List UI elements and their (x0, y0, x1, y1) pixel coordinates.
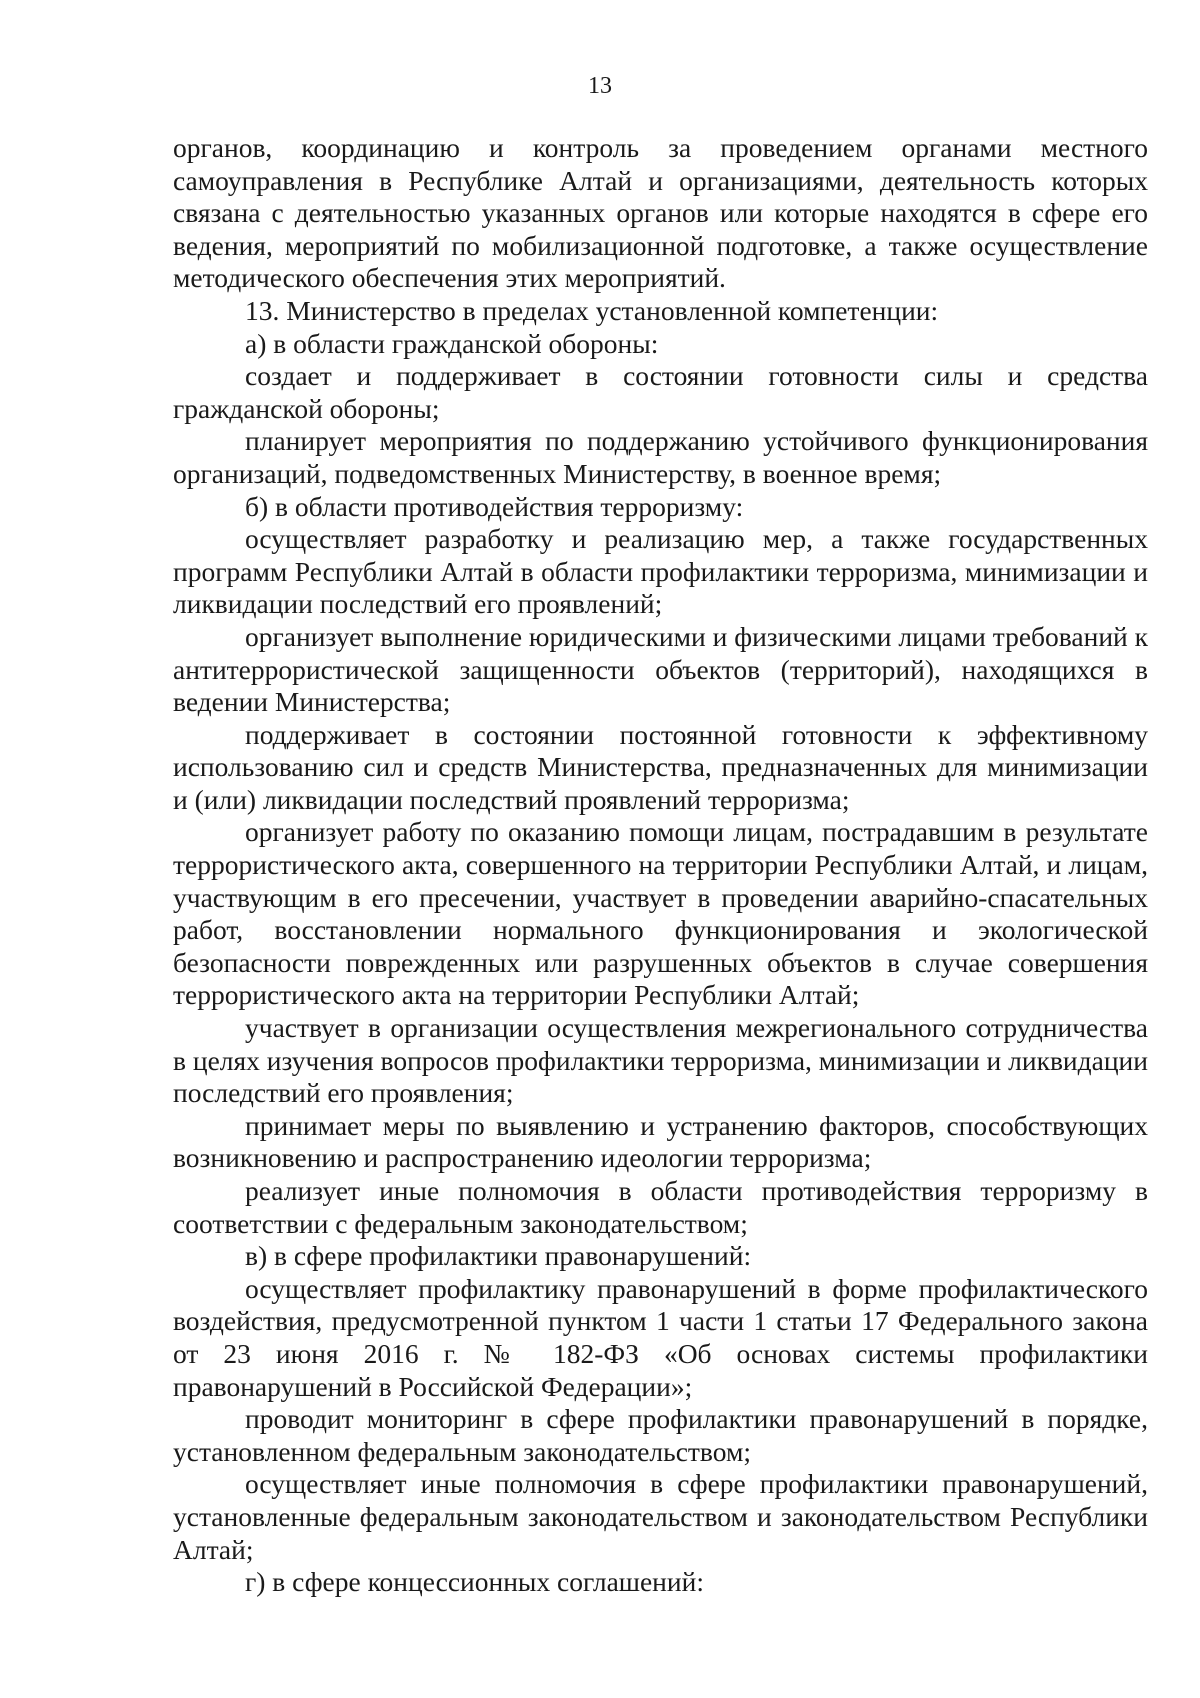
paragraph-subitem-a: а) в области гражданской обороны: (245, 327, 659, 359)
paragraph: организует выполнение юридическими и физическими лицами требований к антитеррористической защищенности объектов (территорий), находящихся в ведении Министерства; (173, 620, 1148, 718)
paragraph: реализует иные полномочия в области противодействия терроризму в соответствии с федеральным законодательством; (173, 1175, 1148, 1239)
paragraph: принимает меры по выявлению и устранению факторов, способствующих возникновению и распространению идеологии терроризма; (173, 1109, 1148, 1174)
paragraph-subitem-b: б) в области противодействия терроризму: (245, 490, 744, 522)
paragraph: создает и поддерживает в состоянии готовности силы и средства гражданской обороны; (173, 360, 1148, 424)
paragraph: осуществляет профилактику правонарушений в форме профилактического воздействия, предусмотренной пунктом 1 части 1 статьи 17 Федерального закона от 23 июня 2016 г. № 182-ФЗ «Об основах системы профилактики правонарушений в Российской Федерации»; (173, 1272, 1148, 1402)
paragraph-continuation: органов, координацию и контроль за проведением органами местного самоуправления в Республике Алтай и организациями, деятельность которых связана с деятельностью указанных органов или которые находятся в сфере его ведения, мероприятий по мобилизационной подготовке, а также осуществление методического обеспечения этих мероприятий. (173, 132, 1148, 294)
paragraph-subitem-g: г) в сфере концессионных соглашений: (245, 1566, 704, 1598)
paragraph: участвует в организации осуществления межрегионального сотрудничества в целях изучения вопросов профилактики терроризма, минимизации и ликвидации последствий его проявления; (173, 1012, 1148, 1109)
page-number: 13 (588, 73, 612, 99)
paragraph-item-13: 13. Министерство в пределах установленной компетенции: (245, 294, 939, 326)
document-body (173, 132, 1148, 1599)
paragraph: планирует мероприятия по поддержанию устойчивого функционирования организаций, подведомственных Министерству, в военное время; (173, 425, 1148, 489)
paragraph: осуществляет иные полномочия в сфере профилактики правонарушений, установленные федеральным законодательством и законодательством Республики Алтай; (173, 1468, 1148, 1565)
paragraph: проводит мониторинг в сфере профилактики правонарушений в порядке, установленном федеральным законодательством; (173, 1403, 1148, 1467)
paragraph: осуществляет разработку и реализацию мер, а также государственных программ Республики Алтай в области профилактики терроризма, минимизации и ликвидации последствий его проявлений; (173, 523, 1148, 620)
paragraph: организует работу по оказанию помощи лицам, пострадавшим в результате террористического акта, совершенного на территории Республики Алтай, и лицам, участвующим в его пресечении, участвует в проведении аварийно-спасательных работ, восстановлении нормального функционирования и экологической безопасности поврежденных или разрушенных объектов в случае совершения террористического акта на территории Республики Алтай; (173, 816, 1148, 1011)
paragraph-subitem-v: в) в сфере профилактики правонарушений: (245, 1240, 752, 1272)
paragraph: поддерживает в состоянии постоянной готовности к эффективному использованию сил и средств Министерства, предназначенных для минимизации и (или) ликвидации последствий проявлений терроризма; (173, 718, 1148, 815)
